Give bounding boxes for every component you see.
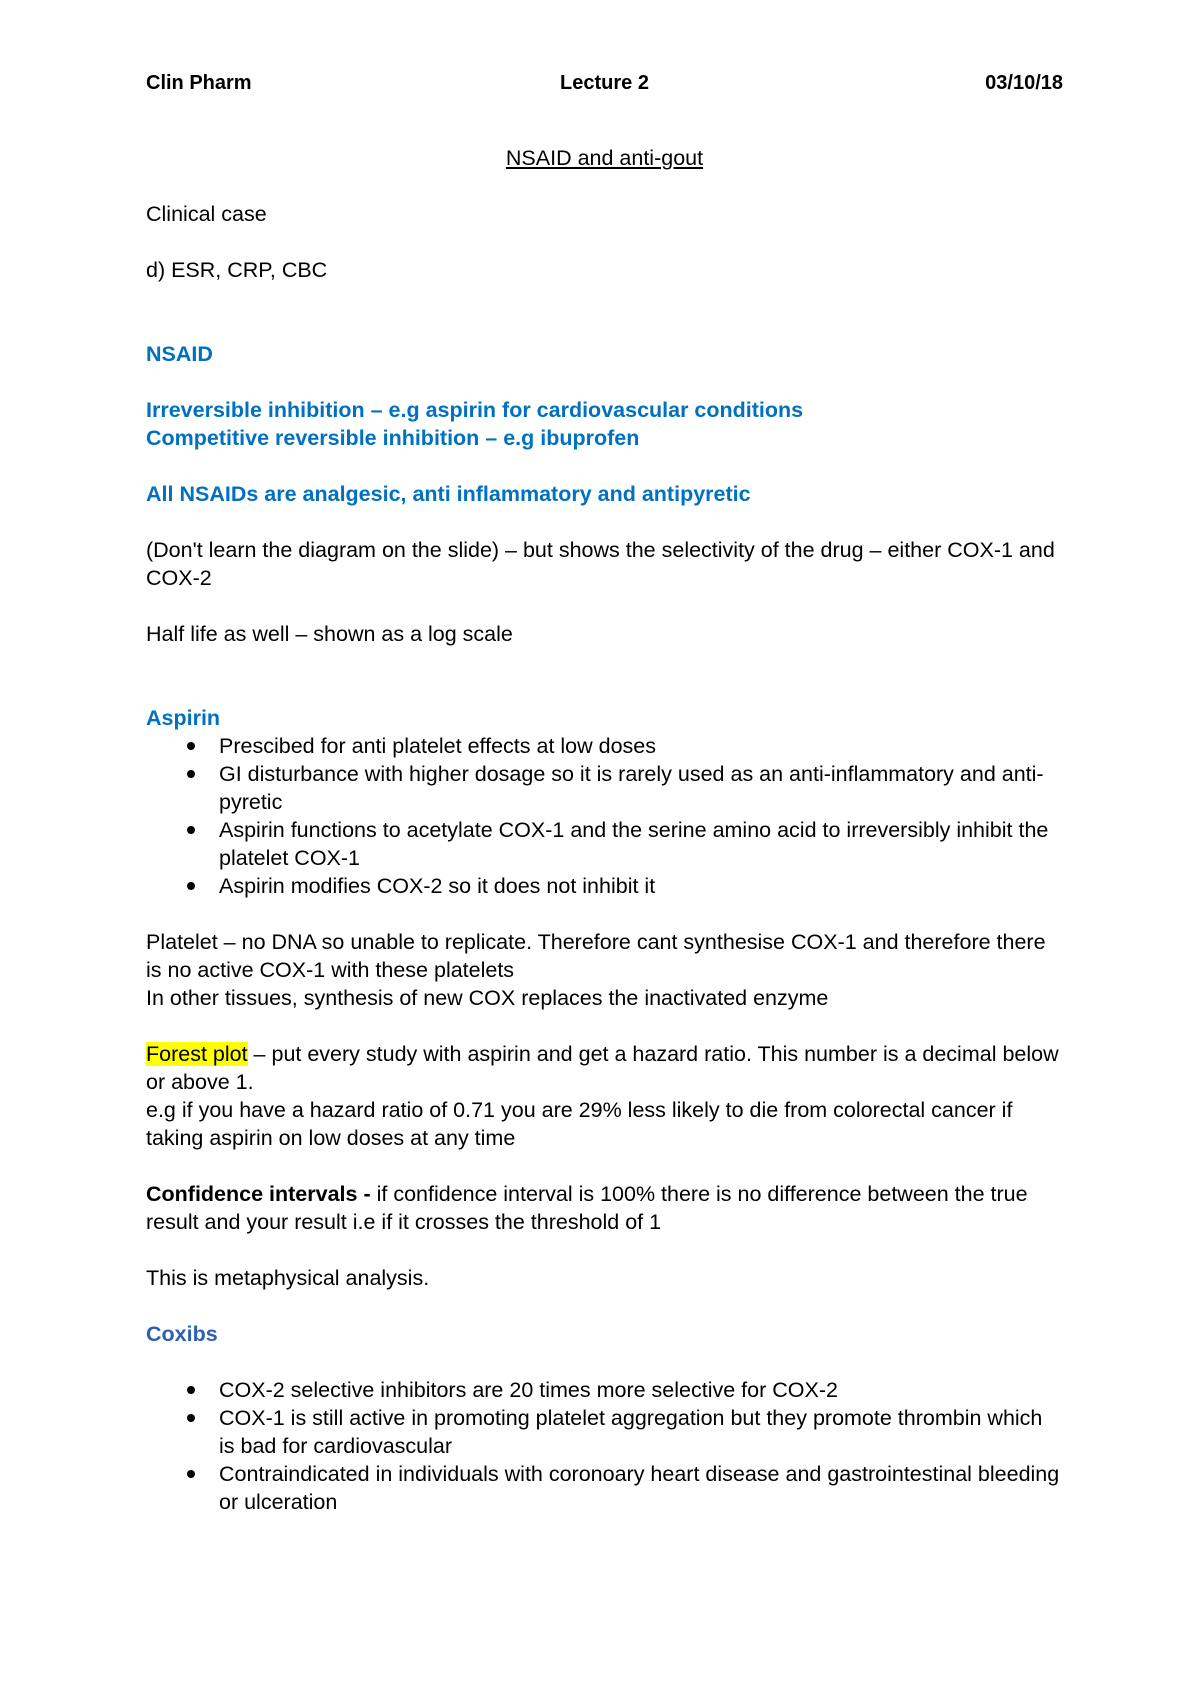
diagram-note: (Don't learn the diagram on the slide) – but shows the selectivity of the drug – either COX-1 and COX-2 (146, 538, 1055, 590)
coxibs-bullet-list (146, 1376, 1063, 1516)
nsaid-irreversible: Irreversible inhibition – e.g aspirin for cardiovascular conditions (146, 398, 804, 422)
nsaid-properties: All NSAIDs are analgesic, anti inflammatory and antipyretic (146, 482, 751, 506)
header-lecture: Lecture 2 (560, 72, 649, 94)
forest-plot-text: – put every study with aspirin and get a hazard ratio. This number is a decimal below or above 1. (146, 1042, 1059, 1094)
aspirin-bullet-list (146, 732, 1063, 900)
case-item-d: d) ESR, CRP, CBC (146, 258, 328, 282)
confidence-interval-term: Confidence intervals - (146, 1182, 377, 1206)
list-item: Aspirin functions to acetylate COX-1 and the serine amino acid to irreversibly inhibit the platelet COX-1 (146, 816, 1063, 872)
coxibs-heading: Coxibs (146, 1322, 218, 1346)
list-item: Aspirin modifies COX-2 so it does not inhibit it (146, 872, 1063, 900)
platelet-paragraph: Platelet – no DNA so unable to replicate. Therefore cant synthesise COX-1 and therefore there is no active COX-1 with these platelets (146, 930, 1046, 982)
list-item: GI disturbance with higher dosage so it is rarely used as an anti-inflammatory and anti-pyretic (146, 760, 1063, 816)
clinical-case-label: Clinical case (146, 202, 267, 226)
document-body (146, 144, 1063, 1516)
aspirin-heading: Aspirin (146, 706, 221, 730)
page-header (146, 72, 1063, 102)
half-life-note: Half life as well – shown as a log scale (146, 622, 513, 646)
nsaid-competitive: Competitive reversible inhibition – e.g ibuprofen (146, 426, 640, 450)
other-tissues-paragraph: In other tissues, synthesis of new COX replaces the inactivated enzyme (146, 986, 829, 1010)
list-item: COX-2 selective inhibitors are 20 times more selective for COX-2 (146, 1376, 1063, 1404)
list-item: Contraindicated in individuals with coronoary heart disease and gastrointestinal bleeding or ulceration (146, 1460, 1063, 1516)
header-date: 03/10/18 (985, 72, 1063, 94)
header-course: Clin Pharm (146, 72, 252, 94)
list-item: COX-1 is still active in promoting platelet aggregation but they promote thrombin which is bad for cardiovascular (146, 1404, 1063, 1460)
nsaid-heading: NSAID (146, 342, 213, 366)
forest-plot-paragraph (146, 1040, 1063, 1096)
meta-analysis-note: This is metaphysical analysis. (146, 1266, 430, 1290)
list-item: Prescibed for anti platelet effects at low doses (146, 732, 1063, 760)
page-title: NSAID and anti-gout (505, 146, 704, 170)
hazard-ratio-example: e.g if you have a hazard ratio of 0.71 you are 29% less likely to die from colorectal cancer if taking aspirin on low doses at any time (146, 1098, 1013, 1150)
forest-plot-highlight: Forest plot (146, 1042, 248, 1066)
confidence-interval-text: if confidence interval is 100% there is no difference between the true result and your result i.e if it crosses the threshold of 1 (146, 1182, 1028, 1234)
confidence-interval-paragraph (146, 1180, 1063, 1236)
